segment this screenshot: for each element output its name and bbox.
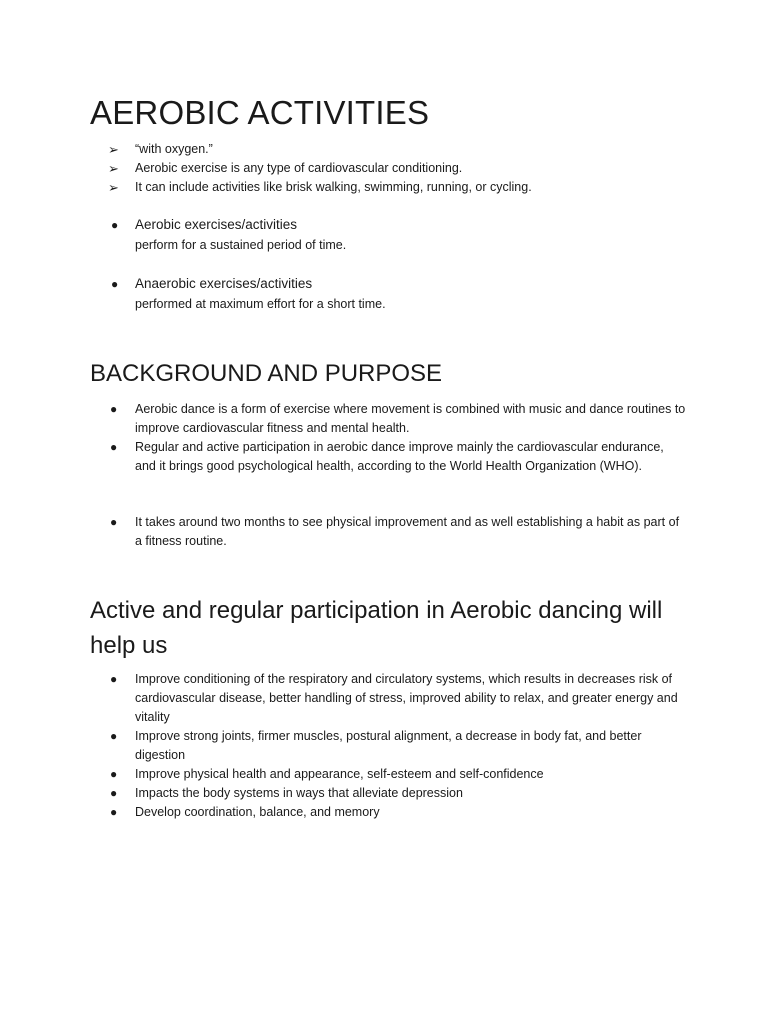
background-heading: BACKGROUND AND PURPOSE <box>90 360 443 387</box>
list-item-text: Regular and active participation in aerobic dance improve mainly the cardiovascular endurance, and it brings good psychological health, according to the World Health Organization (WHO). <box>135 440 664 473</box>
benefits-heading: Active and regular participation in Aerobic dancing will help us <box>90 597 663 659</box>
aerobic-description: perform for a sustained period of time. <box>135 238 347 252</box>
bullet-icon: ● <box>110 805 118 819</box>
list-item <box>0 784 768 803</box>
list-item <box>0 140 768 159</box>
list-item <box>0 765 768 784</box>
definition-term <box>0 215 768 235</box>
list-item <box>0 670 768 727</box>
bullet-icon: ● <box>110 515 118 529</box>
aerobic-definition <box>0 215 768 255</box>
bullet-icon: ● <box>111 218 119 232</box>
list-item-text: “with oxygen.” <box>135 142 213 156</box>
list-item-text: It takes around two months to see physical improvement and as well establishing a habit as part of a fitness routine. <box>135 515 680 548</box>
list-item-text: Aerobic exercise is any type of cardiovascular conditioning. <box>135 161 463 175</box>
bullet-icon: ● <box>111 277 119 291</box>
bullet-icon: ● <box>110 729 118 743</box>
aerobic-term: Aerobic exercises/activities <box>135 217 298 232</box>
list-item <box>0 178 768 197</box>
bullet-icon: ● <box>110 440 118 454</box>
list-item-text: It can include activities like brisk walking, swimming, running, or cycling. <box>135 180 532 194</box>
anaerobic-term: Anaerobic exercises/activities <box>135 276 313 291</box>
page-title: AEROBIC ACTIVITIES <box>90 94 430 131</box>
list-item-text: Improve strong joints, firmer muscles, postural alignment, a decrease in body fat, and better digestion <box>135 729 642 762</box>
definition-term <box>0 274 768 294</box>
arrow-bullet-icon: ➢ <box>108 161 119 176</box>
bullet-icon: ● <box>110 402 118 416</box>
benefits-list <box>0 670 768 822</box>
list-item <box>0 727 768 765</box>
list-item <box>0 513 768 551</box>
list-item-text: Improve physical health and appearance, self-esteem and self-confidence <box>135 767 544 781</box>
list-item-text: Develop coordination, balance, and memory <box>135 805 380 819</box>
bullet-icon: ● <box>110 672 118 686</box>
arrow-bullet-icon: ➢ <box>108 180 119 195</box>
arrow-bullet-icon: ➢ <box>108 142 119 157</box>
bullet-icon: ● <box>110 767 118 781</box>
background-extra-list <box>0 513 768 551</box>
anaerobic-description: performed at maximum effort for a short time. <box>135 297 386 311</box>
bullet-icon: ● <box>110 786 118 800</box>
list-item <box>0 803 768 822</box>
list-item <box>0 438 768 476</box>
list-item-text: Improve conditioning of the respiratory and circulatory systems, which results in decreases risk of cardiovascular disease, better handling of stress, improved ability to relax, and greater energy and vitality <box>135 672 678 724</box>
background-list <box>0 400 768 476</box>
anaerobic-definition <box>0 274 768 314</box>
list-item-text: Aerobic dance is a form of exercise where movement is combined with music and dance routines to improve cardiovascular fitness and mental health. <box>135 402 686 435</box>
list-item-text: Impacts the body systems in ways that alleviate depression <box>135 786 463 800</box>
list-item <box>0 159 768 178</box>
list-item <box>0 400 768 438</box>
intro-list <box>0 140 768 197</box>
